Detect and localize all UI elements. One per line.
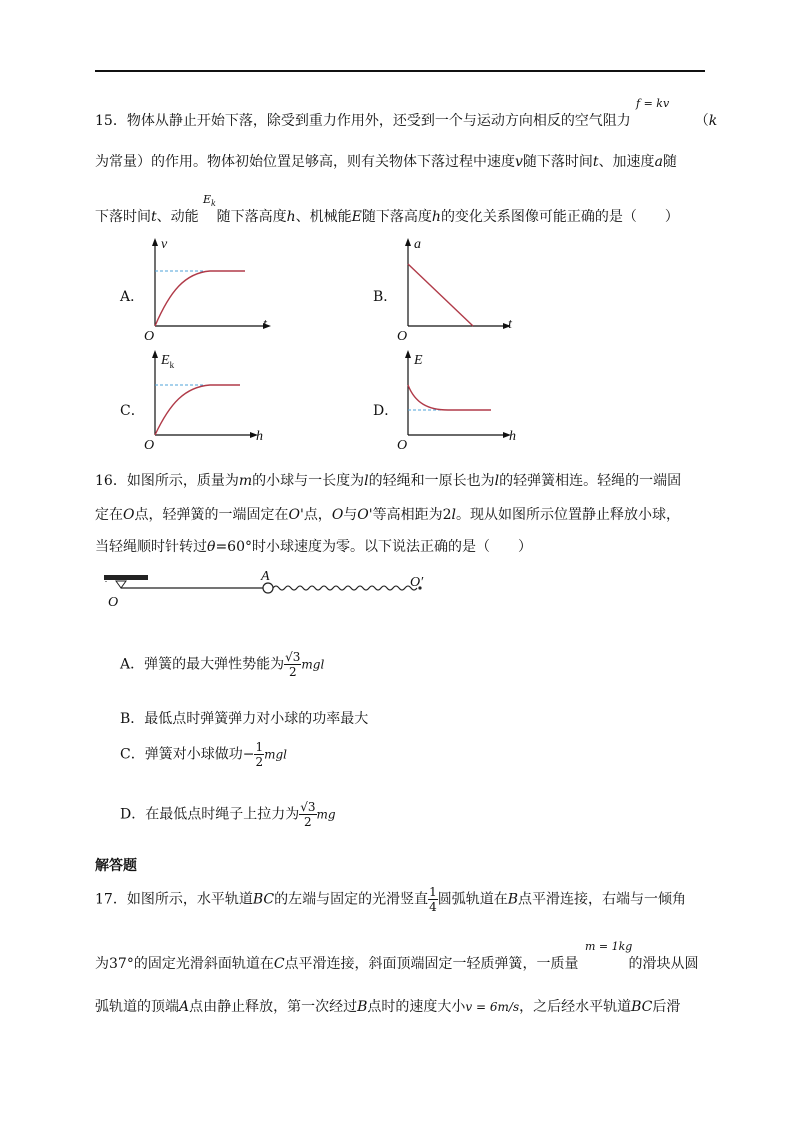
graph-b bbox=[393, 236, 533, 346]
q15-line3: 下落时间t、动能 随下落高度h、机械能E随下落高度h的变化关系图像可能正确的是（ ） bbox=[95, 209, 679, 225]
q16-option-b[interactable]: B．最低点时弹簧弹力对小球的功率最大 bbox=[120, 711, 369, 727]
q16-option-c-fraction: $\frac{1}{2}$ bbox=[255, 740, 264, 769]
formula-mass: m = 1kg bbox=[585, 940, 633, 953]
graph-b-origin: O bbox=[397, 329, 408, 344]
q15-line1: 15．物体从静止开始下落，除受到重力作用外，还受到一个与运动方向相反的空气阻力 （k bbox=[95, 113, 718, 129]
q17-line3: 弧轨道的顶端A点由静止释放，第一次经过B点时的速度大小v = 6m/s，之后经水平轨道BC后滑 bbox=[95, 999, 681, 1015]
q16-label-o: O bbox=[108, 595, 119, 610]
graph-a bbox=[140, 236, 280, 346]
q16-line2: 定在O点，轻弹簧的一端固定在O'点，O与O'等高相距为2l。现从如图所示位置静止释放小球， bbox=[95, 507, 681, 523]
q16-figure bbox=[100, 568, 440, 614]
q16-option-a[interactable]: A．弹簧的最大弹性势能为 $\frac{√3}{2}$ mgl bbox=[120, 650, 325, 679]
q17-quarter-fraction: $\frac{1}{4}$ bbox=[429, 885, 437, 914]
q15-option-d[interactable]: D． bbox=[373, 403, 399, 419]
q15-option-c[interactable]: C． bbox=[120, 403, 145, 419]
graph-d-y-label: E bbox=[414, 353, 423, 368]
q15-line2: 为常量）的作用。物体初始位置足够高，则有关物体下落过程中速度v随下落时间t、加速度a随 bbox=[95, 154, 677, 170]
q17-line2: 为37°的固定光滑斜面轨道在C点平滑连接，斜面顶端固定一轻质弹簧，一质量 的滑块从圆 bbox=[95, 956, 699, 972]
q15-option-a[interactable]: A． bbox=[120, 289, 145, 305]
graph-a-x-label: t bbox=[263, 317, 267, 332]
q16-line3: 当轻绳顺时针转过θ=60°时小球速度为零。以下说法正确的是（ ） bbox=[95, 539, 532, 555]
q16-option-c[interactable]: C．弹簧对小球做功− $\frac{1}{2}$ mgl bbox=[120, 740, 287, 769]
formula-ek: $E_k$ bbox=[203, 193, 216, 209]
formula-f-kv: f = kv bbox=[636, 97, 670, 110]
graph-d bbox=[393, 348, 533, 458]
q16-option-a-fraction: $\frac{√3}{2}$ bbox=[285, 650, 301, 679]
q16-option-d[interactable]: D．在最低点时绳子上拉力为 $\frac{√3}{2}$ mg bbox=[120, 800, 336, 829]
graph-d-origin: O bbox=[397, 438, 408, 453]
graph-c bbox=[140, 348, 280, 458]
graph-d-x-label: h bbox=[509, 429, 516, 444]
header-rule bbox=[95, 70, 705, 72]
graph-a-origin: O bbox=[144, 329, 155, 344]
q16-option-d-fraction: $\frac{√3}{2}$ bbox=[300, 800, 316, 829]
graph-a-y-label: v bbox=[161, 237, 168, 252]
q15-option-b[interactable]: B． bbox=[373, 289, 398, 305]
graph-b-x-label: t bbox=[508, 317, 512, 332]
section-title: 解答题 bbox=[95, 858, 137, 874]
q16-line1: 16．如图所示，质量为m的小球与一长度为l的轻绳和一原长也为l的轻弹簧相连。轻绳的一端固 bbox=[95, 473, 682, 489]
graph-c-x-label: h bbox=[256, 429, 263, 444]
q16-label-a: A bbox=[261, 569, 270, 584]
q17-line1: 17．如图所示，水平轨道BC的左端与固定的光滑竖直 $\frac{1}{4}$ 圆弧轨道在B点平滑连接，右端与一倾角 bbox=[95, 885, 687, 914]
graph-b-y-label: a bbox=[414, 237, 421, 252]
q16-label-o-prime: O′ bbox=[410, 575, 424, 590]
graph-c-origin: O bbox=[144, 438, 155, 453]
graph-c-y-label: $E_k$ bbox=[161, 353, 175, 370]
